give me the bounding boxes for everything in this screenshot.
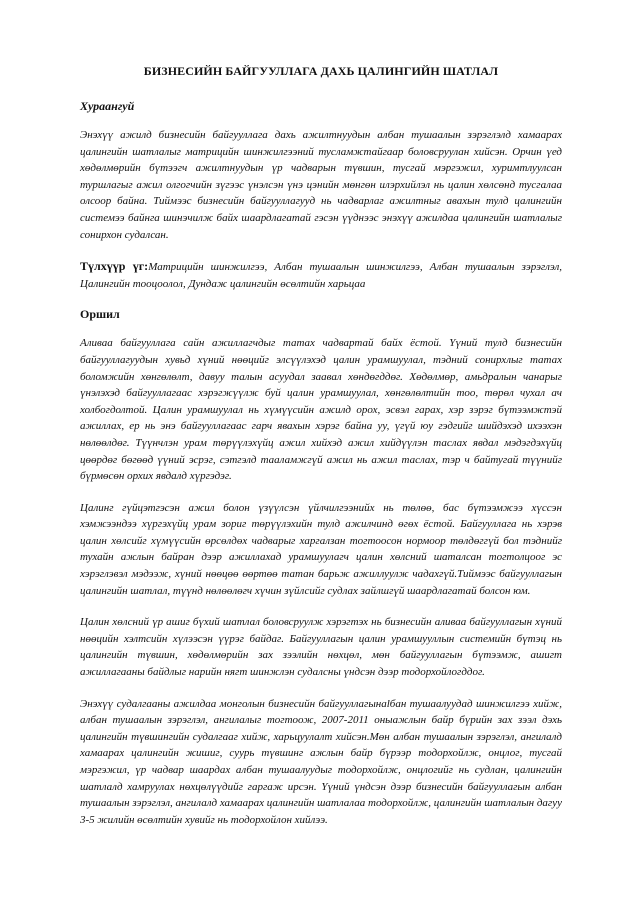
document-page (80, 64, 562, 843)
abstract-paragraph: Энэхүү ажилд бизнесийн байгууллага дахь ажилтнуудын албан тушаалын зэрэглэлд хамаарах цалингийн шатлалыг матрицийн шинжилгээний тусламжтайгаар боловсруулан хийсэн. Орчин үед хөдөлмөрийн бүтээгч ажилтнуудын үр чадварын түвшин, тусгай мэргэжил, хуримтлуулсан туршлагыг ажил олгогчийн зүгээс үнэлсэн үнэ цэнийн мөнгөн илэрхийлэл нь цалин хөлсөнд тусгалаа олсоор байна. Тиймээс бизнесийн байгууллагууд нь чадварлаг ажилтныг авахын тулд цалингийн системээ байнга шинэчилж байх шаардлагатай гэсэн үүднээс энэхүү ажилдаа цалингийн шатлалыг сонирхон судалсан. (80, 129, 562, 241)
keywords-label: Түлхүүр үг: (80, 259, 149, 274)
document-title: БИЗНЕСИЙН БАЙГУУЛЛАГА ДАХЬ ЦАЛИНГИЙН ШАТЛАЛ (143, 64, 499, 78)
body-paragraph-4: Энэхүү судалгааны ажилдаа монголын бизнесийн байгууллагынаlбан тушаалуудад шинжилгээ хийж, албан тушаалын зэрэглэл, ангилалыг тогтоож, 2007-2011 оныажлын байр бүрийн зах зээл дэхь цалингийн түвшингийн судалгааг хийж, харьцуулалт хийсэн.Мөн албан тушаалын зэрэглэл, ангилалд хамаарах цалингийн жишиг, суурь түвшинг ажлын байр бүрээр тодорхойлж, онцлог, тусгай мэргэжил, үр чадвар шаардах албан тушаалуудыг тодорхойлж, онцлогийг нь судлан, цалингийн шатлалд хамруулах нөхцөлүүдийг гаргаж ирсэн. Үүний үндсэн дээр бизнесийн байгууллагын албан тушаалын зэрэглэл, ангилалд хамаарах цалингийн шатлалаа тодорхойлж, цалингийн шатлалын дагуу 3-5 жилийн өсөлтийн хувийг нь тодорхойлон хийлээ. (80, 697, 562, 826)
intro-heading: Оршил (80, 307, 120, 322)
abstract-heading: Хураангуй (80, 99, 135, 113)
body-paragraph-1: Аливаа байгууллага сайн ажиллагчдыг татах чадвартай байх ёстой. Үүний тулд бизнесийн байгууллагуудын хувьд хүний нөөцийг элсүүлэхэд цалин урамшуулал, тэдний сонирхлыг татах боломжийн хөнгөлөлт, давуу талын асуудал заавал хөндөгддөг. Хөдөлмөр, амьдралын чанарыг үнэлэхэд байгууллагаас хэрэгжүүлж буй цалин урамшуулал, хөнгөлөлтийн тоо, төрөл чухал ач холбогдолтой. Цалин урамшуулал нь хүмүүсийн ажилд орох, эсвэл гарах, хэр зэрэг бүтээмжтэй ажиллах, ер нь энэ байгууллагаас гарч явахын хэрэг байна уу, үгүй юу гэдгийг шийдэхэд ихээхэн нөлөөлдөг. Түүнчлэн урам төрүүлэхүйц ажил хийхэд ажил хийдүүлэн таслах явдал мэдэгдэхүйц цөөрдөг бөгөөд үүний эсрэг, сэтгэлд тааламжгүй ажил нь ажил таслах, тэр ч байтугай түүнийг бүрмөсөн орхих явдалд хүргэдэг. (80, 337, 562, 483)
body-paragraph-3: Цалин хөлсний үр ашиг бүхий шатлал боловсруулж хэрэгтэх нь бизнесийн аливаа байгууллагын хүний нөөцийн хэлтсийн хүлээсэн үүрэг байдаг. Байгууллагын цалин урамшууллын системийн бүтэц нь цалингийн түвшин, хөдөлмөрийн зах зээлийн нөхцөл, мөн байгууллагын бүтээмж, ашигт ажиллагааны байдлыг нарийн нягт шинжлэн судалсны үндсэн дээр тодорхойлогддог. (80, 616, 562, 679)
keywords-text: Матрицийн шинжилгээ, Албан тушаалын шинжилгээ, Албан тушаалын зэрэглэл, Цалингийн тооцоолол, Дундаж цалингийн өсөлтийн харьцаа (80, 261, 562, 290)
keywords-block (80, 258, 562, 292)
body-paragraph-2: Цалинг гүйцэтгэсэн ажил болон үзүүлсэн үйлчилгээнийх нь төлөө, бас бүтээмжээ хүссэн хэмжээндээ хүргэхүйц урам зориг төрүүлэхийн тулд ажилчинд өгөх ёстой. Байгууллага нь хэрэв цалин хөлсийг хүмүүсийн өрсөлдөх чадварыг харгалзан тогтоосон нормоор төлдөггүй бол тэднийг тухайн ажлын байран дээр ажиллахад урамшуулагч цалин хөлсний шаталсан тогтолцоог эс хэрэглэвэл мэдээж, хүний нөөцөө өөртөө татан барьж ажиллуулж чадахгүй.Тиймээс байгууллагын цалингийн шатлал, түүнд нөлөөлөгч хүчин зүйлсийг судлах зайлшгүй шаардлагатай болсон юм. (80, 501, 562, 597)
